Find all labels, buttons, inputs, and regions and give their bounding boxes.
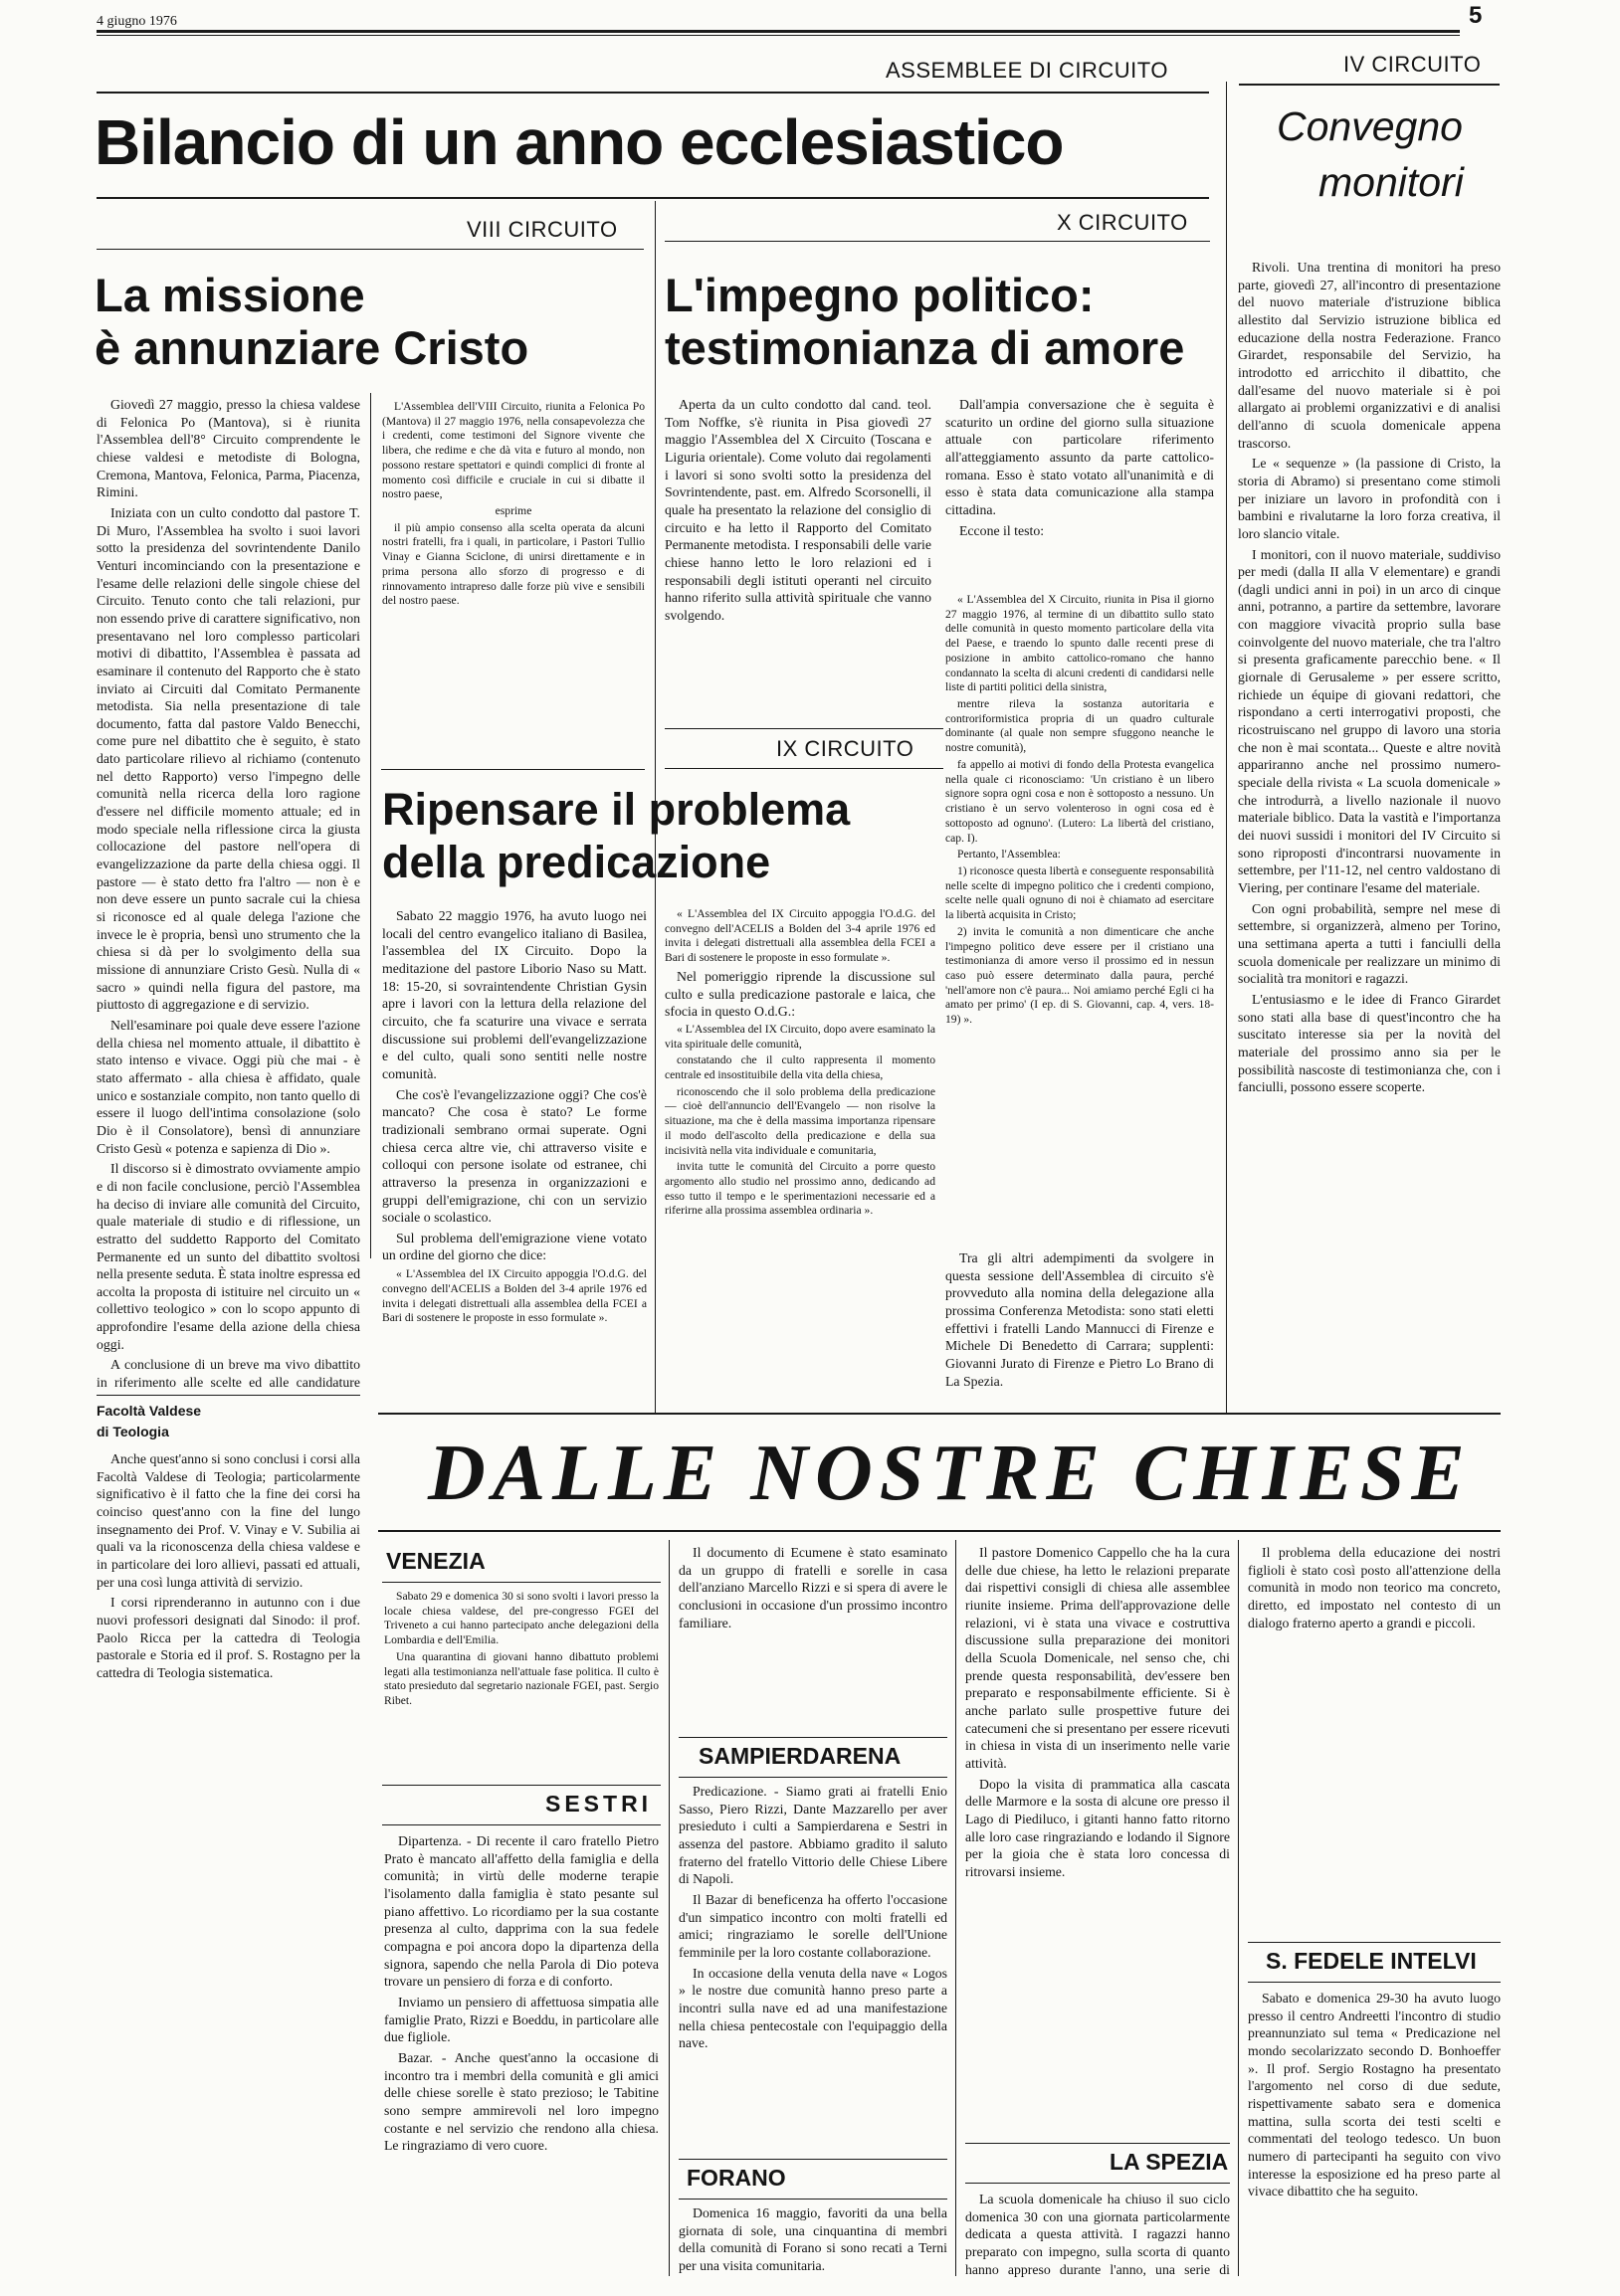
forano-title: FORANO [687,2165,786,2191]
viii-order-of-day: L'Assemblea dell'VIII Circuito, riunita a Felonica Po (Mantova) il 27 maggio 1976, nella consapevolezza che i credenti, come testimoni del Signore vivente che libera, che redime e che dà vita e futuro al mondo, non possono restare spettatori e quindi complici di fronte al momento così difficile e cruciale in cui si dibatte il nostro paese, esprime il più ampio consenso alla scelta operata da alcuni nostri fratelli, fra i quali, in particolare, i Pastori Tullio Vinay e Gianna Sciclone, di unirsi direttamente e in prima persona allo sforzo di progresso e di rinnovamento intrapreso dalle forze più vive e sensibili del nostro paese. [382,400,645,608]
ix-article-col2: « L'Assemblea del IX Circuito appoggia l'O.d.G. del convegno dell'ACELIS a Bolden del 3-4 aprile 1976 ed invita i delegati distrettuali alla assemblea della FCEI a Bari di sostenere le proposte in esso formulate ». Nel pomeriggio riprende la discussione sul culto e sulla predicazione pastorale e laica, che sfocia in questo O.d.G.: « L'Assemblea del IX Circuito, dopo avere esaminato la vita spirituale delle comunità, constatando che il culto rappresenta il momento centrale ed insostituibile della vita della chiesa, riconoscendo che il solo problema della predicazione — cioè dell'annuncio dell'Evangelo — non risolve la situazione, ma che è della massima importanza ripensare il modo dell'ascolto della predicazione e della sua incisività nella vita individuale e comunitaria, invita tutte le comunità del Circuito a porre questo argomento allo studio nel prossimo anno, dedicando ad esso tutto il tempo e le sperimentazioni necessarie ed a riferirne alla prossima assemblea ordinaria ». [665,907,935,1218]
laspezia-article: La scuola domenicale ha chiuso il suo ciclo domenica 30 con una giornata particolarmente dedicata a questa attività. I ragazzi hanno preparato con impegno, sulla scorta di quanto hanno appreso durante l'anno, una serie di [965,2192,1230,2277]
x-article-col1: Aperta da un culto condotto dal cand. teol. Tom Noffke, s'è riunita in Pisa giovedì 27 maggio l'Assemblea del X Circuito (Toscana e Liguria orientale). Come voluto dai regolamenti i lavori si sono svolti sotto la presidenza del Sovrintendente, past. em. Alfredo Scorsonelli, il quale ha presentato la relazione del consiglio di circuito e ha letto il Rapporto del Comitato Permanente metodista. I responsabili delle varie chiese hanno letto le loro relazioni ed i responsabili degli istituti operanti nel circuito hanno riferito sulla attività spirituale che vanno svolgendo. [665,397,931,623]
iv-article: Rivoli. Una trentina di monitori ha preso parte, giovedì 27, all'incontro di presentazione del nuovo materiale d'istruzione biblica allestito dal Servizio istruzione biblica ed educazione della nostra Federazione. Franco Girardet, responsabile del Servizio, ha introdotto ed arricchito il dibattito, che dall'esame del nuovo materiale si è poi allargato ai problemi organizzativi e di analisi dell'anno di scuola domenicale appena trascorso. Le « sequenze » (la passione di Cristo, la storia di Abramo) si presentano come stimoli per iniziare un lavoro in profondità con i bambini e rivalutarne la loro forza creativa, il loro slancio vitale. I monitori, con il nuovo materiale, suddiviso per medi (dalla II alla V elementare) e grandi (dagli undici anni in poi) in un arco di cinque anni, potranno, a partire da settembre, lavorare con maggiore vivacità proprio sulla base coinvolgente del nuovo materiale, che tra l'altro si presenta graficamente parecchio bene. « Il giornale di Gerusaleme » per essere scritto, richiede un équipe di giovani redattori, che rispondano a certi interrogativi proposti, che ricostruiscano nel gruppo di lavoro una storia che non è mai scontata... Queste e altre novità appariranno anche nel prossimo numero-speciale della rivista « La scuola domenicale » che introdurrà, a livello nazionale il nuovo materiale biblico. Data la vastità e l'importanza dei nuovi sussidi i monitori del IV Circuito si sono riproposti d'incontrarsi nuovamente in settembre, per l'11-12, nel centro valdostano di Viering, per continare l'esame del materiale. Con ogni probabilità, sempre nel mese di settembre, si organizzerà, almeno per Torino, una settimana aperta a tutti i fanciulli della scuola domenicale per realizzare un minimo di socialità tra monitori e ragazzi. L'entusiasmo e le idee di Franco Girardet sono stati alla base di quest'incontro che ha suscitato interesse sia per la novità del materiale del prossimo anno sia per le possibilità nascoste di testimonianza che, con i fanciulli, possono essere scoperte. [1238,260,1501,1095]
facolta-title: Facoltà Valdese di Teologia [97,1403,202,1439]
main-headline: Bilancio di un anno ecclesiastico [95,106,1064,178]
impegno-headline-2: testimonianza di amore [665,321,1185,374]
sestri-article: Dipartenza. - Di recente il caro fratello Pietro Prato è mancato all'affetto della famiglia e della comunità; in virtù delle moderne terapie l'isolamento dalla famiglia è stato pesante sul piano affettivo. Lo ricordiamo per la sua costante presenza al culto, dapprima con la sua fedele compagna e poi ancora dopo la dipartenza della signora, sapendo che nella Parola di Dio poteva trovare un pensiero di forza e di conforto. Inviamo un pensiero di affettuosa simpatia alle famiglie Prato, Rizzi e Boeddu, in particolare alle due figliole. Bazar. - Anche quest'anno la occasione di incontro tra i membri della comunità e gli amici delle chiese sorelle è stato prezioso; le Tabitine sono sempre ammirevoli nel loro impegno costante e nel servizio che rendono alla chiesa. Le ringraziamo di vero cuore. [384,1833,659,2154]
impegno-headline-1: L'impegno politico: [665,269,1095,321]
section-assemblee: ASSEMBLEE DI CIRCUITO [886,58,1168,83]
laspezia-article-cont: Il problema della educazione dei nostri figlioli è stato così posto all'attenzione della comunità in modo non teorico ma concreto, diretto, ed impostato nel contesto di un dialogo fraterno aperto a grandi e piccoli. [1248,1545,1501,1630]
missione-headline-1: La missione [95,269,365,321]
facolta-article: Anche quest'anno si sono conclusi i corsi alla Facoltà Valdese di Teologia; particolarmente significativo è il fatto che la fine dei corsi ha coinciso quest'anno con la fine del lungo insegnamento dei Prof. V. Vinay e V. Subilia ai quali va la riconoscenza della chiesa valdese e in particolare dei loro allievi, passati ed attuali, per una così lunga attività di servizio. I corsi riprenderanno in autunno con i due nuovi professori designati dal Sinodo: il prof. Paolo Ricca per la cattedra di Teologia pastorale e Storia ed il prof. S. Rostagno per la cattedra di Teologia sistematica. [97,1451,360,1680]
sestri-title: SESTRI [545,1791,653,1817]
ix-article-col1: Sabato 22 maggio 1976, ha avuto luogo nei locali del centro evangelico italiano di Basilea, l'assemblea del IX Circuito. Dopo la meditazione del pastore Liborio Naso su Matt. 18: 15-20, si sovraintendente Christian Gysin apre i lavori con la lettura della relazione del circuito, che fa scaturire una vivace e serrata discussione sui problemi dell'evangelizzazione e del culto, quali sono sentiti nelle nostre comunità. Che cos'è l'evangelizzazione oggi? Che cos'è mancato? Che cosa è stato? Le forme tradizionali sembrano ormai superate. Ogni chiesa cerca altre vie, chi attraverso visite e colloqui con persone isolate od estranee, chi attraverso la presenza in organizzazioni e gruppi dell'emigrazione, chi con un servizio sociale o scolastico. Sul problema dell'emigrazione viene votato un ordine del giorno che dice: « L'Assemblea del IX Circuito appoggia l'O.d.G. del convegno dell'ACELIS a Bolden del 3-4 aprile 1976 ed invita i delegati distrettuali alla assemblea della FCEI a Bari di sostenere le proposte in esso formulate ». [382,908,647,1325]
ripensare-headline-1: Ripensare il problema [382,784,851,835]
masthead-rule [97,30,1460,33]
viii-article-col1: Giovedì 27 maggio, presso la chiesa valdese di Felonica Po (Mantova), si è riunita l'Assemblea dell'8° Circuito comprendente le chiese valdesi e metodiste di Bologna, Cremona, Mantova, Felonica, Parma, Piacenza, Rimini. Iniziata con un culto condotto dal pastore T. Di Muro, l'Assemblea ha svolto i suoi lavori sotto la presidenza del sovrintendente Danilo Venturi incominciando con la presentazione e l'esame delle relazioni delle singole chiese del Circuito. Tenuto conto che tali relazioni, pur non essendo prive di carattere significativo, non presentavano nel loro complesso particolari motivi di dibattito, l'Assemblea è passata ad esaminare il contenuto del Rapporto che è stato inviato ai Circuiti dal Comitato Permanente metodista. Sia nella presentazione di tale documento, fatta dal pastore Valdo Benecchi, come pure nel dibattito che è seguito, è stato dato particolare rilievo al richiamo (contenuto nel detto Rapporto) verso l'impegno delle comunità nella ricerca della loro ragione d'essere nel difficile momento attuale; ed in modo speciale nella riflessione circa la giusta collocazione del pastore nell'opera di evangelizzazione da parte della chiesa oggi. Il pastore — è stato detto fra l'altro — non è e non deve essere un punto sacrale cui la chiesa si riconosce ed al quale delega l'azione che invece le è propria, bensì uno strumento che la chiesa si dà per lo svolgimento della sua missione di annunziare Cristo Gesù. Nulla di « sacro » quindi nella figura del pastore, ma piuttosto di aggregazione e di servizio. Nell'esaminare poi quale deve essere l'azione della chiesa nel momento attuale, il dibattito è stato intenso e vivace. Oggi più che mai - è stato affermato - alla chiesa è affidato, quale unico e sostanziale compito, non tanto quello di essere il luogo dell'intima consolazione (solo Dio è il Consolatore), bensì di annunziare Cristo Gesù « potenza e sapienza di Dio ». Il discorso si è dimostrato ovviamente ampio e di non facile conclusione, perciò l'Assemblea ha deciso di inviare alle comunità del Circuito, quale materiale di studio e di riflessione, un estratto del suddetto Rapporto del Comitato Permanente ed un sunto del dibattito svoltosi nella presente seduta. È stata inoltre espressa ed accolta la proposta di istituire nel circuito un « collettivo teologico » con lo scopo appunto di approfondire l'esame della azione della chiesa oggi. A conclusione di un breve ma vivo dibattito in riferimento alle scelte ed alle candidature [97,397,360,1391]
convegno-title-1: Convegno [1277,103,1463,149]
section-iv: IV CIRCUITO [1343,52,1482,77]
ripensare-headline-2: della predicazione [382,837,771,887]
sampierdarena-article: Predicazione. - Siamo grati ai fratelli Enio Sasso, Piero Rizzi, Dante Mazzarello per aver presieduto i culti a Sampierdarena e Sestri in assenza del pastore. Abbiamo gradito il saluto fraterno del fratello Vittorio delle Chiese Libere di Napoli. Il Bazar di beneficenza ha offerto l'occasione d'un simpatico incontro con molti fratelli ed amici; ringraziamo le sorelle dell'Unione femminile per la loro costante collaborazione. In occasione della venuta della nave « Logos » le nostre due comunità hanno preso parte a incontri sulla nave ed ad una manifestazione nella chiesa pentecostale con l'equipaggio della nave. [679,1784,947,2051]
sestri-article-end: Il documento di Ecumene è stato esaminato da un gruppo di fratelli e sorelle in casa dell'anziano Marcello Rizzi e si spera di avere le conclusioni in occasione d'un prossimo incontro familiare. [679,1545,947,1630]
section-x: X CIRCUITO [1057,210,1188,235]
venezia-article: Sabato 29 e domenica 30 si sono svolti i lavori presso la locale chiesa valdese, del pre-congresso FGEI del Triveneto a cui hanno partecipato anche delegazioni della Lombardia e dell'Emilia. Una quarantina di giovani hanno dibattuto problemi legati alla testimonianza nell'attuale fase politica. Il culto è stato presieduto dal segretario nazionale FGEI, past. Sergio Ribet. [384,1590,659,1708]
dalle-nostre-chiese-banner: DALLE NOSTRE CHIESE [428,1430,1472,1517]
sampierdarena-title: SAMPIERDARENA [699,1743,902,1769]
x-article-col2: Dall'ampia conversazione che è seguita è scaturito un ordine del giorno sulla situazione attuale con particolare riferimento all'atteggiamento assunto da parte cattolico-romana. Esso è stato votato all'unanimità e di esso è stata data comunicazione alla stampa cittadina. Eccone il testo: [945,397,1214,538]
page-number: 5 [1469,2,1483,29]
section-ix: IX CIRCUITO [776,736,914,761]
fedele-article: Sabato e domenica 29-30 ha avuto luogo presso il centro Andreetti l'incontro di studio preannunziato sul tema « Predicazione nel mondo secolarizzato secondo D. Bonhoeffer ». Il prof. Sergio Rostagno ha presentato l'argomento nel corso di due sedute, rispettivamente sabato sera e domenica mattina, sulla scorta dei testi scelti e commentati del teologo tedesco. Un buon numero di partecipanti ha seguito con vivo interesse la esposizione ed ha preso parte al vivace dibattito che ha seguito. [1248,1991,1501,2200]
fedele-title: S. FEDELE INTELVI [1266,1948,1477,1974]
forano-article: Domenica 16 maggio, favoriti da una bella giornata di sole, una cinquantina di membri della comunità di Forano si sono recati a Terni per una visita comunitaria. [679,2205,947,2273]
forano-article-cont: Il pastore Domenico Cappello che ha la cura delle due chiese, ha letto le relazioni preparate dai rispettivi consigli di chiesa alle assemblee riunite insieme. Prima dell'approvazione delle relazioni, vi è stata una vivace e costruttiva discussione sulla preparazione dei monitori della Scuola Domenicale, nel senso che, chi prende questa responsabilità, dev'essere ben preparato e responsabilmente efficiente. Si è anche parlato sulle prospettive future dei catecumeni che si presentano per essere ricevuti in chiesa in vista di un inserimento nelle varie attività. Dopo la visita di prammatica alla cascata delle Marmore e la sosta di alcune ore presso il Lago di Piediluco, i gitanti hanno fatto ritorno alle loro case ringraziando e lodando il Signore per la gioia che è stata loro concessa di ritrovarsi insieme. [965,1545,1230,1879]
x-order-of-day: « L'Assemblea del X Circuito, riunita in Pisa il giorno 27 maggio 1976, al termine di un dibattito sullo stato delle comunità in questo momento particolare della vita del Paese, e traendo lo spunto dalle recenti prese di posizione in ambito cattolico-romano che hanno condannato la scelta di alcuni credenti di candidarsi nelle liste di partiti politici della sinistra, mentre rileva la sostanza autoritaria e controriformistica propria di un quadro culturale dominante (al quale non sempre sfuggono neanche le nostre comunità), fa appello ai motivi di fondo della Protesta evangelica nella quale ci riconosciamo: 'Un cristiano è un libero signore sopra ogni cosa e non è sottoposto a nessuno. Un cristiano è un servo volenteroso in ogni cosa ed è sottoposto ad ognuno'. (Lutero: La libertà del cristiano, cap. I). Pertanto, l'Assemblea: 1) riconosce questa libertà e conseguente responsabilità nelle scelte di impegno politico che i credenti compiono, scelte nelle quali ognuno di noi è chiamato ad esercitare la libertà acquisita in Cristo; 2) invita le comunità a non dimenticare che anche l'impegno politico deve essere per il cristiano una testimonianza di amore verso il prossimo ed in nessun caso può essere determinato dalla paura, perché 'nell'amore non c'è paura... Noi amiamo perché Egli ci ha amato per primo' (I ep. di S. Giovanni, cap. 4, vers. 18-19) ». [945,593,1214,1027]
section-viii: VIII CIRCUITO [467,217,618,242]
convegno-title-2: monitori [1318,159,1464,205]
date-line: 4 giugno 1976 [97,14,177,29]
laspezia-title: LA SPEZIA [1110,2149,1229,2175]
x-article-col2-end: Tra gli altri adempimenti da svolgere in questa sessione dell'Assemblea di circuito s'è provveduto alla nomina della delegazione alla prossima Conferenza Metodista: sono stati eletti effettivi i fratelli Lando Mannucci di Firenze e Michele Di Benedetto di Carrara; supplenti: Giovanni Jurato di Firenze e Pietro Lo Brano di La Spezia. [945,1250,1214,1389]
missione-headline-2: è annunziare Cristo [95,321,529,374]
venezia-title: VENEZIA [386,1548,486,1574]
